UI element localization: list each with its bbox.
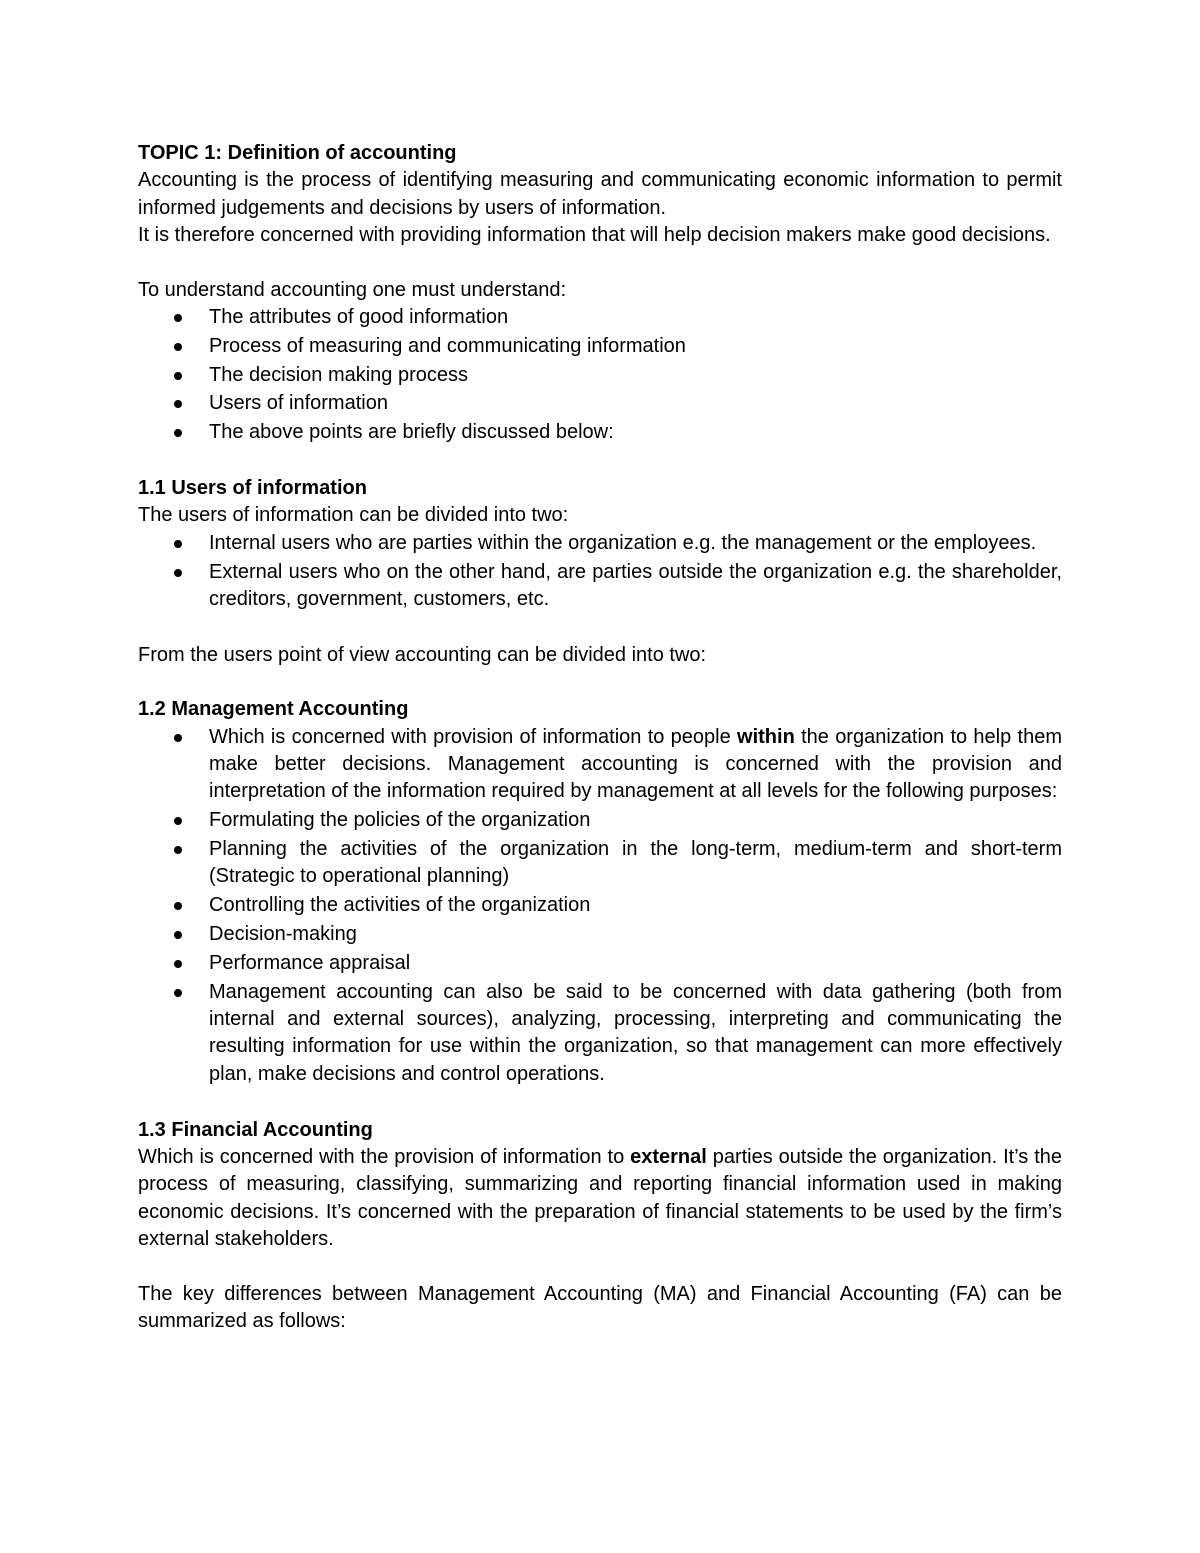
definition-paragraph: Accounting is the process of identifying measuring and communicating economic information to permit informed judgements and decisions by users of information. <box>138 169 1062 219</box>
list-item: External users who on the other hand, are parties outside the organization e.g. the shareholder, creditors, government, customers, etc. <box>138 559 1062 614</box>
list-item: Which is concerned with provision of information to people within the organization to help them make better decisions. Management accounting is concerned with the provision and interpretation of the information required by management at all levels for the following purposes: <box>138 724 1062 806</box>
bullet-icon <box>174 372 182 380</box>
list-item: The decision making process <box>138 362 1062 389</box>
bullet-icon <box>174 931 182 939</box>
spacer <box>138 1090 1062 1117</box>
bullet-icon <box>174 429 182 437</box>
list-item: Performance appraisal <box>138 950 1062 977</box>
emphasis-within: within <box>737 725 795 748</box>
list-item: Planning the activities of the organization in the long-term, medium-term and short-term (Strategic to operational planning) <box>138 836 1062 891</box>
users-outro: From the users point of view accounting can be divided into two: <box>138 643 707 666</box>
bullet-icon <box>174 314 182 322</box>
spacer <box>138 250 1062 277</box>
list-item: The attributes of good information <box>138 304 1062 331</box>
topic-heading: TOPIC 1: Definition of accounting <box>138 142 457 164</box>
bullet-icon <box>174 540 182 548</box>
purpose-paragraph: It is therefore concerned with providing information that will help decision makers make good decisions. <box>138 224 1051 247</box>
bullet-icon <box>174 960 182 968</box>
list-item: Internal users who are parties within the organization e.g. the management or the employees. <box>138 530 1062 557</box>
management-heading: 1.2 Management Accounting <box>138 698 409 721</box>
bullet-icon <box>174 569 182 577</box>
bullet-icon <box>174 400 182 408</box>
users-list <box>138 530 1062 614</box>
bullet-icon <box>174 817 182 825</box>
spacer <box>138 615 1062 642</box>
bullet-icon <box>174 846 182 854</box>
bullet-icon <box>174 734 182 742</box>
bullet-icon <box>174 902 182 910</box>
financial-paragraph: Which is concerned with the provision of information to external parties outside the organization. It’s the process of measuring, classifying, summarizing and reporting financial information used in making economic decisions. It’s concerned with the preparation of financial statements to be used by the firm’s external stakeholders. <box>138 1146 1062 1251</box>
bullet-icon <box>174 989 182 997</box>
spacer <box>138 448 1062 475</box>
list-item: Management accounting can also be said to be concerned with data gathering (both from internal and external sources), analyzing, processing, interpreting and communicating the resulting information for use within the organization, so that management can more effectively plan, make decisions and control operations. <box>138 979 1062 1089</box>
emphasis-external: external <box>630 1146 707 1169</box>
differences-intro: The key differences between Management Accounting (MA) and Financial Accounting (FA) can be summarized as follows: <box>138 1282 1062 1333</box>
list-item: The above points are briefly discussed below: <box>138 419 1062 446</box>
list-item: Controlling the activities of the organization <box>138 892 1062 919</box>
management-list <box>138 724 1062 1089</box>
list-item: Decision-making <box>138 921 1062 948</box>
document-body <box>138 140 1062 1336</box>
list-item: Users of information <box>138 390 1062 417</box>
users-heading: 1.1 Users of information <box>138 477 367 500</box>
users-intro: The users of information can be divided into two: <box>138 504 569 527</box>
spacer <box>138 669 1062 696</box>
understand-intro: To understand accounting one must understand: <box>138 278 567 301</box>
list-item: Process of measuring and communicating information <box>138 333 1062 360</box>
spacer <box>138 1254 1062 1281</box>
list-item: Formulating the policies of the organization <box>138 807 1062 834</box>
understand-list <box>138 304 1062 447</box>
bullet-icon <box>174 343 182 351</box>
financial-heading: 1.3 Financial Accounting <box>138 1118 373 1141</box>
